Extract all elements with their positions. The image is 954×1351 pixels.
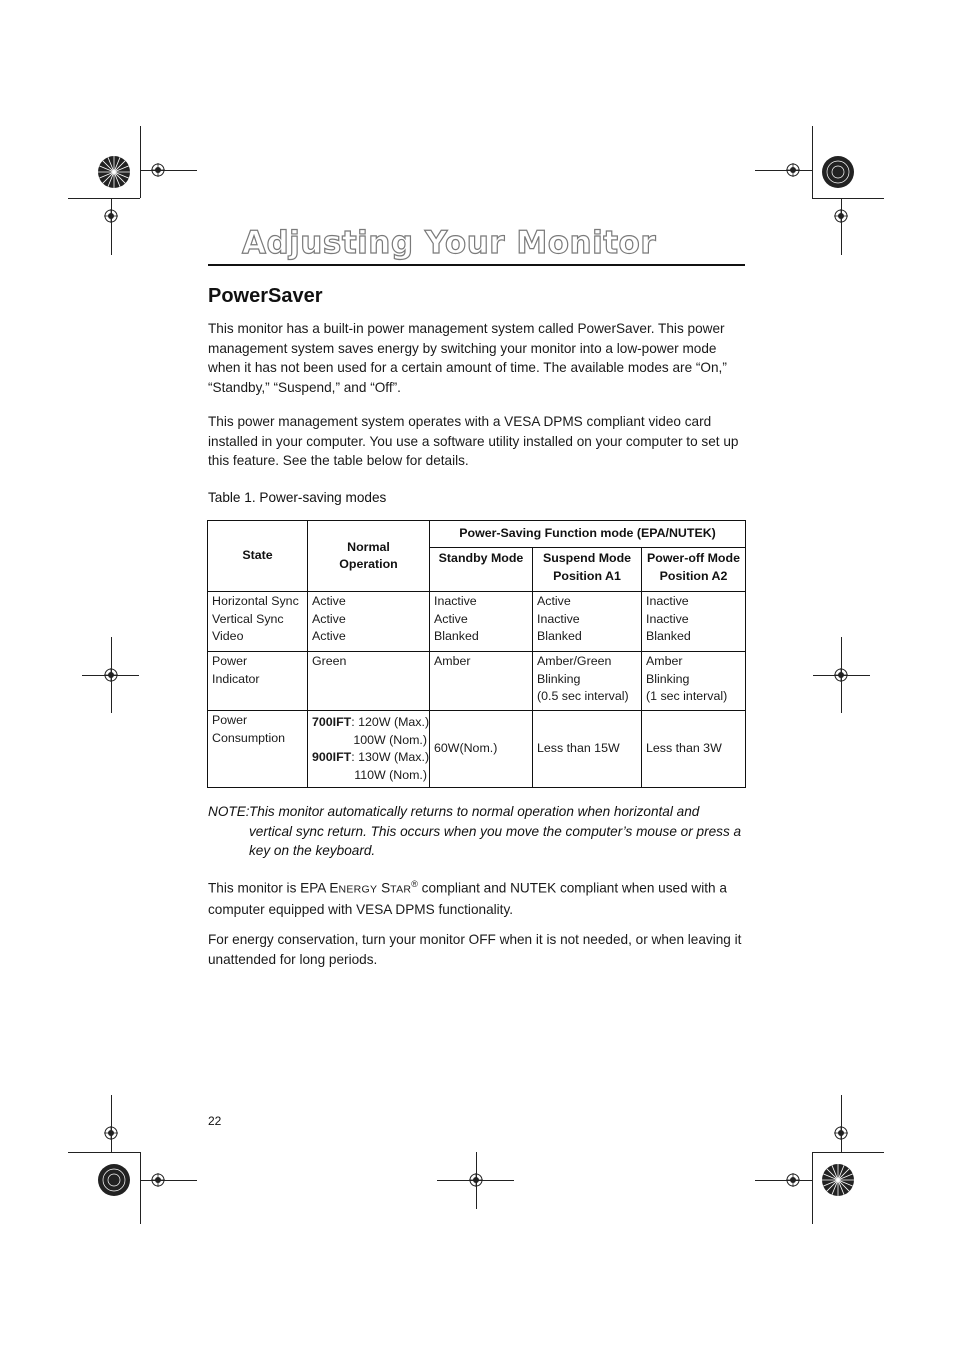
cell-text: 60W(Nom.) <box>434 741 498 756</box>
header-suspend <box>533 548 642 592</box>
cell-text: Amber/Green <box>537 654 612 668</box>
cell-text: Active <box>537 594 571 608</box>
table-caption: Table 1. Power-saving modes <box>208 490 387 505</box>
crop-mark <box>841 198 842 255</box>
registration-mark-icon <box>104 209 118 223</box>
energy-text-before: This monitor is EPA <box>208 880 330 896</box>
cell-text: Blanked <box>434 629 479 643</box>
header-power-saving-group <box>430 521 746 548</box>
crop-mark <box>812 1152 813 1224</box>
crop-mark <box>812 126 813 198</box>
dpms-paragraph: This power management system operates with a VESA DPMS compliant video card installed in your computer. You use a software utility installed on your computer to set up this feature. See the table below for details. <box>208 414 739 468</box>
crop-mark <box>140 126 141 198</box>
crop-mark <box>140 170 197 171</box>
crop-mark <box>140 1152 141 1224</box>
crop-mark <box>841 1095 842 1152</box>
cell-text: Inactive <box>646 594 689 608</box>
model1-max: : 120W (Max.) <box>351 715 430 729</box>
cell-text: Amber <box>646 654 683 668</box>
crop-mark <box>68 198 140 199</box>
chapter-title: Adjusting Your Monitor <box>242 225 657 261</box>
crop-mark <box>111 1095 112 1152</box>
cell-text: Inactive <box>646 611 689 626</box>
cell-indicator-standby <box>430 652 533 711</box>
model2-nom: 110W (Nom.) <box>354 767 427 782</box>
crop-mark <box>812 1152 884 1153</box>
crop-mark <box>111 198 112 255</box>
crop-mark <box>755 170 812 171</box>
registration-mark-icon <box>834 668 848 682</box>
registration-mark-icon <box>834 209 848 223</box>
cell-text: Inactive <box>537 611 580 626</box>
energy-text-after: compliant and NUTEK compliant when used with a computer equipped with VESA DPMS functionality. <box>208 880 727 918</box>
cell-sync-suspend <box>533 592 642 652</box>
cell-text: Indicator <box>212 671 260 686</box>
power-saving-modes-table <box>207 520 746 788</box>
header-poweroff-line2: Position A2 <box>659 568 728 583</box>
cell-text: Blinking <box>646 671 690 686</box>
starburst-icon <box>97 1163 131 1197</box>
cell-text: Consumption <box>212 730 286 745</box>
cell-text: Active <box>312 629 346 643</box>
table-row-sync <box>208 592 746 652</box>
energy-star-paragraph <box>208 875 748 920</box>
header-suspend-line2: Position A1 <box>553 568 621 583</box>
cell-consumption-standby <box>430 711 533 788</box>
cell-text: Vertical Sync <box>212 611 284 626</box>
cell-indicator-suspend <box>533 652 642 711</box>
star-smallcaps: TAR <box>390 883 412 896</box>
conservation-paragraph: For energy conservation, turn your monitor OFF when it is not needed, or when leaving it unattended for long periods. <box>208 932 742 967</box>
cell-text: (0.5 sec interval) <box>537 689 629 703</box>
cell-consumption-poweroff <box>642 711 746 788</box>
cell-text: Less than 15W <box>537 741 620 756</box>
table-row-consumption <box>208 711 746 788</box>
registration-mark-icon <box>104 668 118 682</box>
registered-mark: ® <box>411 879 418 889</box>
cell-text: Active <box>312 594 346 608</box>
header-suspend-line1: Suspend Mode <box>542 551 632 565</box>
cell-text: Blanked <box>646 629 691 643</box>
cell-text: Blanked <box>537 629 582 643</box>
cell-consumption-normal <box>308 711 430 788</box>
crop-mark <box>140 1180 197 1181</box>
registration-mark-icon <box>786 163 800 177</box>
cell-text: Active <box>434 611 468 626</box>
intro-paragraph: This monitor has a built-in power management system called PowerSaver. This power management system saves energy by switching your monitor into a low-power mode when it has not been used for a certain amount of time. The available modes are “On,” “Standby,” “Suspend,” and “Off”. <box>208 321 727 395</box>
cell-text: Power <box>212 713 248 727</box>
cell-text: Video <box>212 629 244 643</box>
header-operation-line: Operation <box>339 557 398 571</box>
cell-indicator-normal <box>308 652 430 711</box>
crop-mark <box>755 1180 812 1181</box>
cell-indicator-state <box>208 652 308 711</box>
header-standby-label: Standby Mode <box>438 551 524 565</box>
cell-consumption-suspend <box>533 711 642 788</box>
page-number: 22 <box>208 1114 222 1128</box>
cell-text: Less than 3W <box>646 741 722 756</box>
header-poweroff <box>642 548 746 592</box>
model1-nom: 100W (Nom.) <box>353 732 427 747</box>
cell-sync-standby <box>430 592 533 652</box>
model2-name: 900IFT <box>312 750 352 764</box>
header-group-label: Power-Saving Function mode (EPA/NUTEK) <box>459 526 716 541</box>
cell-sync-poweroff <box>642 592 746 652</box>
section-heading: PowerSaver <box>208 285 323 307</box>
crop-mark <box>68 1152 140 1153</box>
energy-smallcaps: NERGY <box>338 883 378 896</box>
cell-text: Power <box>212 654 248 668</box>
model2-max-row <box>312 749 430 767</box>
cell-text: Horizontal Sync <box>212 594 299 608</box>
starburst-icon <box>821 155 855 189</box>
registration-mark-icon <box>834 1126 848 1140</box>
cell-text: Inactive <box>434 594 477 608</box>
model2-max: : 130W (Max.) <box>351 750 430 764</box>
cell-text: Blinking <box>537 671 581 686</box>
header-poweroff-line1: Power-off Mode <box>647 551 740 565</box>
header-standby <box>430 548 533 592</box>
header-normal-operation <box>308 521 430 592</box>
cell-text: Green <box>312 654 347 668</box>
registration-mark-icon <box>104 1126 118 1140</box>
model1-name: 700IFT <box>312 715 352 729</box>
cell-text: Amber <box>434 654 471 668</box>
header-normal-line: Normal <box>347 539 390 554</box>
cell-text: (1 sec interval) <box>646 689 728 703</box>
cell-text: Active <box>312 611 346 626</box>
header-state-label: State <box>242 548 273 563</box>
header-rule <box>208 264 745 266</box>
note-text: This monitor automatically returns to normal operation when horizontal and vertical sync return. This occurs when you move the computer’s mouse or press a key on the keyboard. <box>249 804 742 858</box>
cell-consumption-state <box>208 711 308 788</box>
registration-mark-icon <box>151 1173 165 1187</box>
starburst-icon <box>97 155 131 189</box>
starburst-icon <box>821 1163 855 1197</box>
note-label: NOTE: <box>208 804 250 819</box>
registration-mark-icon <box>151 163 165 177</box>
crop-mark <box>812 198 884 199</box>
header-state <box>208 521 308 592</box>
star-S: S <box>377 880 391 896</box>
cell-indicator-poweroff <box>642 652 746 711</box>
cell-sync-normal <box>308 592 430 652</box>
cell-sync-state <box>208 592 308 652</box>
model1-max-row <box>312 714 430 732</box>
registration-mark-icon <box>786 1173 800 1187</box>
energy-E: E <box>329 880 339 896</box>
table-row-indicator <box>208 652 746 711</box>
registration-mark-icon <box>469 1173 483 1187</box>
